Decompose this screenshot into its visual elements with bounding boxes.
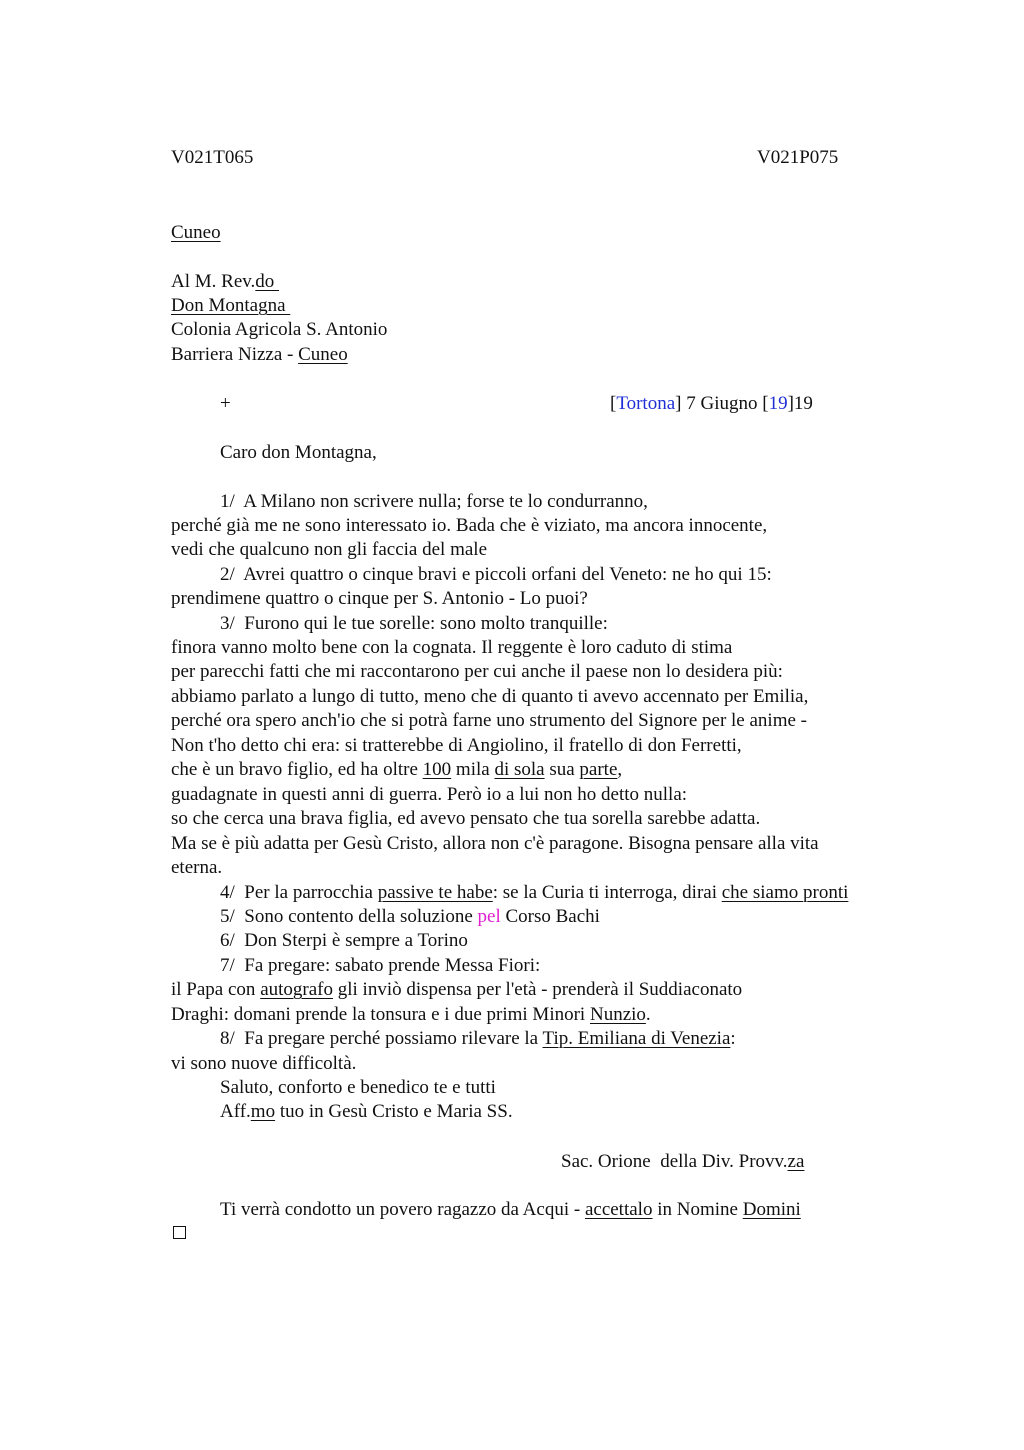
- body-line: perché ora spero anch'io che si potrà farne uno strumento del Signore per le anime -: [171, 710, 807, 731]
- body-line: 5/ Sono contento della soluzione pel Corso Bachi: [220, 906, 600, 927]
- body-line: prendimene quattro o cinque per S. Antonio - Lo puoi?: [171, 588, 588, 609]
- body-line: eterna.: [171, 857, 223, 878]
- body-line: 4/ Per la parrocchia passive te habe: se la Curia ti interroga, dirai che siamo pronti: [220, 882, 849, 903]
- cross-mark: +: [220, 393, 231, 414]
- body-line: 8/ Fa pregare perché possiamo rilevare la Tip. Emiliana di Venezia:: [220, 1028, 736, 1049]
- body-line: che è un bravo figlio, ed ha oltre 100 mila di sola sua parte,: [171, 759, 623, 780]
- address-line-4: Barriera Nizza - Cuneo: [171, 344, 348, 365]
- body-line: 6/ Don Sterpi è sempre a Torino: [220, 930, 468, 951]
- header-left-code: V021T065: [171, 147, 254, 168]
- header-right-code: V021P075: [757, 147, 839, 168]
- place-heading: Cuneo: [171, 222, 221, 243]
- body-line: perché già me ne sono interessato io. Bada che è viziato, ma ancora innocente,: [171, 515, 768, 536]
- body-line: vedi che qualcuno non gli faccia del male: [171, 539, 488, 560]
- body-line: 7/ Fa pregare: sabato prende Messa Fiori:: [220, 955, 541, 976]
- body-line: 2/ Avrei quattro o cinque bravi e piccoli orfani del Veneto: ne ho qui 15:: [220, 564, 772, 585]
- address-line-2: Don Montagna: [171, 295, 291, 316]
- body-line: vi sono nuove difficoltà.: [171, 1053, 357, 1074]
- body-line: abbiamo parlato a lungo di tutto, meno che di quanto ti avevo accennato per Emilia,: [171, 686, 809, 707]
- dateline: [Tortona] 7 Giugno [19]19: [610, 393, 813, 414]
- body-line: guadagnate in questi anni di guerra. Però io a lui non ho detto nulla:: [171, 784, 688, 805]
- closing-line: Saluto, conforto e benedico te e tutti: [220, 1077, 496, 1098]
- body-line: so che cerca una brava figlia, ed avevo pensato che tua sorella sarebbe adatta.: [171, 808, 761, 829]
- body-line: Draghi: domani prende la tonsura e i due primi Minori Nunzio.: [171, 1004, 651, 1025]
- body-line: il Papa con autografo gli inviò dispensa per l'età - prenderà il Suddiaconato: [171, 979, 743, 1000]
- salutation: Caro don Montagna,: [220, 442, 377, 463]
- body-line: 1/ A Milano non scrivere nulla; forse te lo condurranno,: [220, 491, 648, 512]
- postscript: Ti verrà condotto un povero ragazzo da Acqui - accettalo in Nomine Domini: [220, 1199, 801, 1220]
- closing-line: Aff.mo tuo in Gesù Cristo e Maria SS.: [220, 1101, 513, 1122]
- signature: Sac. Orione della Div. Provv.za: [561, 1151, 805, 1172]
- address-line-1: Al M. Rev.do: [171, 271, 280, 292]
- end-box-icon: [173, 1226, 186, 1239]
- body-line: Non t'ho detto chi era: si tratterebbe di Angiolino, il fratello di don Ferretti,: [171, 735, 742, 756]
- address-line-3: Colonia Agricola S. Antonio: [171, 319, 388, 340]
- body-line: Ma se è più adatta per Gesù Cristo, allora non c'è paragone. Bisogna pensare alla vita: [171, 833, 819, 854]
- body-line: per parecchi fatti che mi raccontarono per cui anche il paese non lo desidera più:: [171, 661, 783, 682]
- body-line: 3/ Furono qui le tue sorelle: sono molto tranquille:: [220, 613, 608, 634]
- body-line: finora vanno molto bene con la cognata. Il reggente è loro caduto di stima: [171, 637, 733, 658]
